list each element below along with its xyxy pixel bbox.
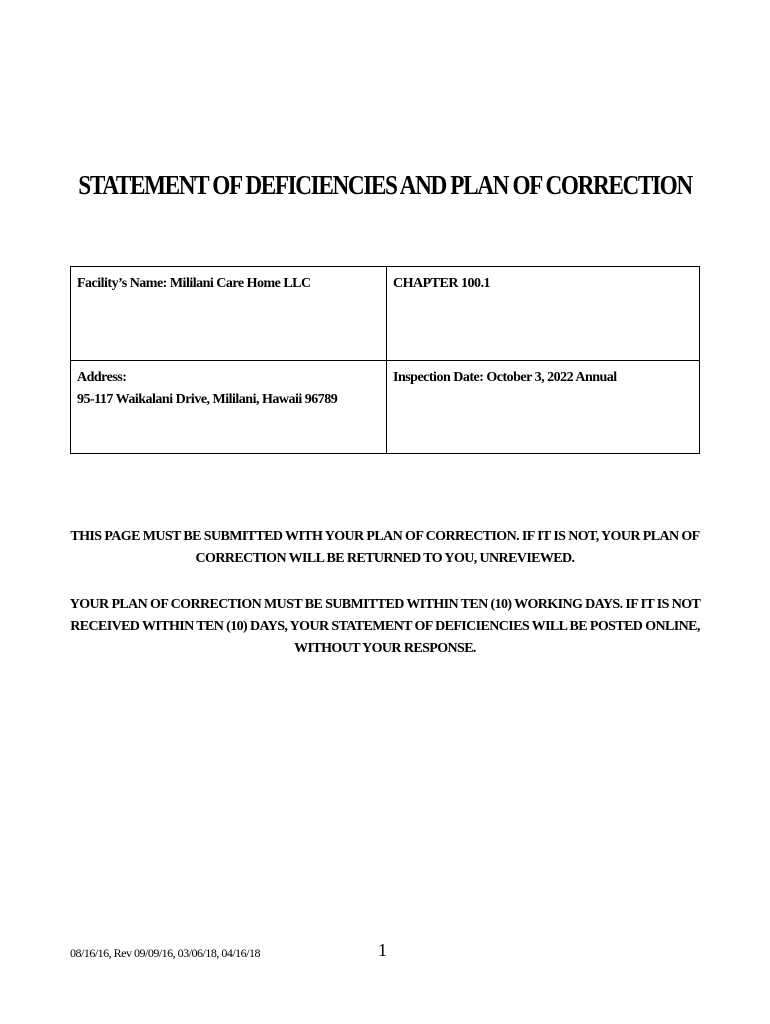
address-label: Address: [77, 369, 127, 385]
facility-info-table [70, 266, 700, 454]
inspection-date: Inspection Date: October 3, 2022 Annual [393, 369, 617, 385]
address-cell [71, 360, 387, 454]
deadline-notice: YOUR PLAN OF CORRECTION MUST BE SUBMITTED WITHIN TEN (10) WORKING DAYS. IF IT IS NOT RECEIVED WITHIN TEN (10) DAYS, YOUR STATEMENT OF DEFICIENCIES WILL BE POSTED ONLINE, WITHOUT YOUR RESPONSE. [69, 597, 701, 656]
facility-name-cell [71, 267, 387, 361]
address-value: 95-117 Waikalani Drive, Mililani, Hawaii 96789 [77, 391, 338, 407]
chapter-cell [387, 267, 700, 361]
revision-footer: 08/16/16, Rev 09/09/16, 03/06/18, 04/16/18 [70, 946, 261, 960]
document-title: STATEMENT OF DEFICIENCIES AND PLAN OF CORRECTION [78, 170, 692, 200]
table-row [71, 360, 700, 454]
table-row [71, 267, 700, 361]
submission-notice: THIS PAGE MUST BE SUBMITTED WITH YOUR PLAN OF CORRECTION. IF IT IS NOT, YOUR PLAN OF CORRECTION WILL BE RETURNED TO YOU, UNREVIEWED. [70, 529, 700, 566]
facility-name: Facility’s Name: Mililani Care Home LLC [77, 276, 311, 291]
inspection-date-cell [387, 360, 700, 454]
chapter-label: CHAPTER 100.1 [393, 276, 490, 291]
page-number: 1 [378, 940, 387, 960]
